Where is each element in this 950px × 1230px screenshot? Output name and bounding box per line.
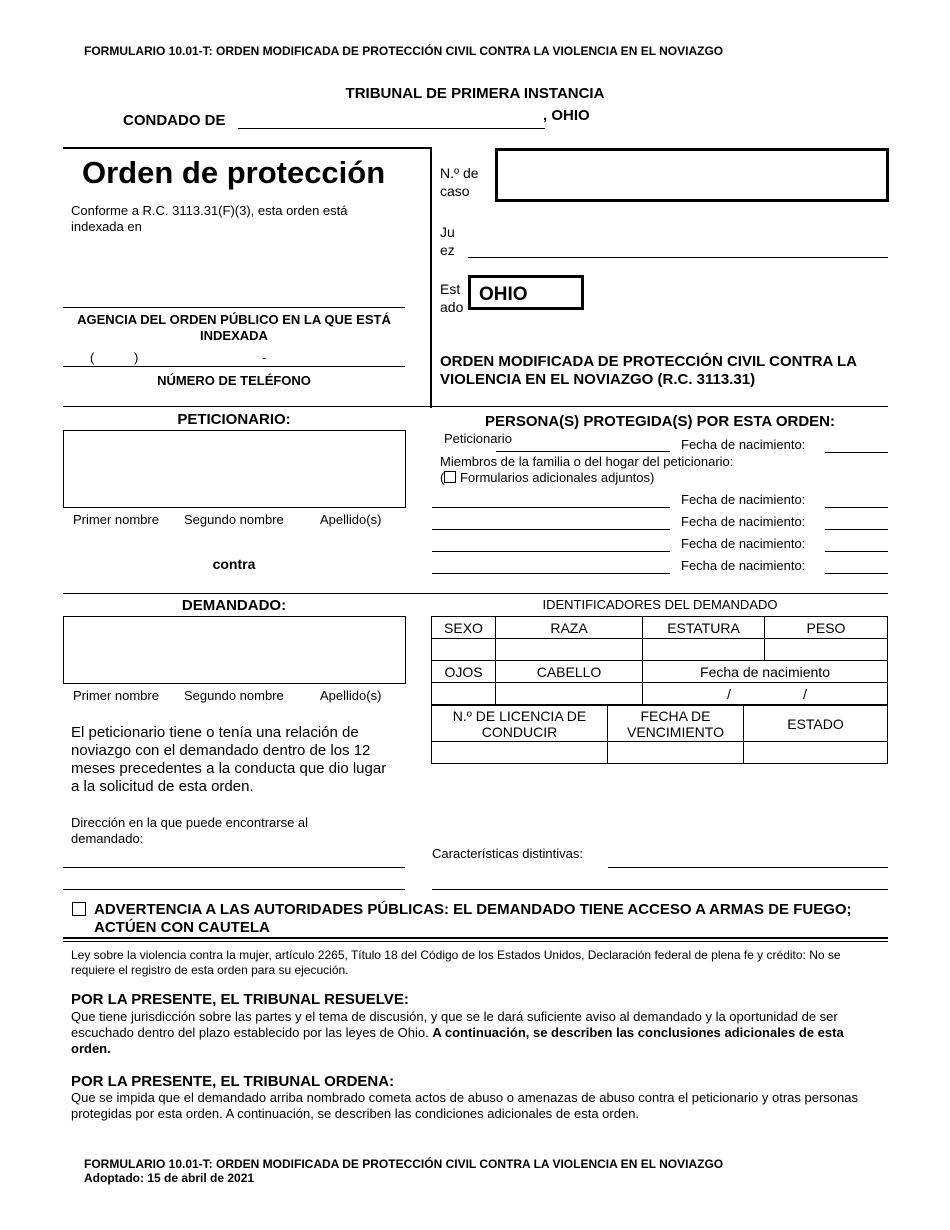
footer-adopted-date: Adoptado: 15 de abril de 2021 [84,1171,255,1185]
respondent-last-name-label: Apellido(s) [320,688,382,703]
respondent-heading: DEMANDADO: [181,597,287,614]
respondent-dob-field[interactable] [643,683,888,705]
form-title-header: FORMULARIO 10.01-T: ORDEN MODIFICADA DE PROTECCIÓN CIVIL CONTRA LA VIOLENCIA EN EL NOVIAZGO [84,44,724,58]
petitioner-name-box[interactable] [63,430,406,508]
respondent-first-name-label: Primer nombre [73,688,159,703]
address-line-1[interactable] [63,867,405,868]
license-number-field[interactable] [432,742,608,764]
court-finds-text [71,1009,881,1057]
family-members-label: Miembros de la familia o del hogar del peticionario: [440,454,734,469]
petitioner-middle-name-label: Segundo nombre [184,512,284,527]
weight-header: PESO [765,617,888,639]
protected-petitioner-line[interactable] [496,451,670,452]
eyes-header: OJOS [432,661,496,683]
dob-line-1[interactable] [825,452,888,453]
phone-input-line[interactable] [63,366,405,367]
dob-label-4: Fecha de nacimiento: [681,536,806,551]
state-suffix: , OHIO [543,107,590,124]
family-member-line-2[interactable] [432,529,670,530]
sex-header: SEXO [432,617,496,639]
warning-rule-thick [63,937,888,939]
license-state-field[interactable] [744,742,888,764]
case-number-label: N.º de caso [440,165,479,199]
judge-input-line[interactable] [468,257,888,258]
judge-label: Juez [440,224,455,258]
distinguishing-line-1[interactable] [608,867,888,868]
protected-petitioner-label: Peticionario [444,431,512,446]
height-header: ESTATURA [643,617,765,639]
weight-field[interactable] [765,639,888,661]
petitioner-heading: PETICIONARIO: [177,411,291,428]
additional-forms-label: Formularios adicionales adjuntos) [459,470,655,485]
left-section-bottom-rule [63,406,430,407]
dob-label-3: Fecha de nacimiento: [681,514,806,529]
respondent-section-rule [63,593,888,594]
court-orders-heading: POR LA PRESENTE, EL TRIBUNAL ORDENA: [71,1073,395,1090]
state-box [468,275,584,310]
order-title: Orden de protección [82,155,386,190]
dob-slash-2: / [803,686,807,702]
dob-label-1: Fecha de nacimiento: [681,437,806,452]
respondent-name-box[interactable] [63,616,406,684]
distinguishing-line-2[interactable] [432,889,888,890]
family-member-line-4[interactable] [432,573,670,574]
address-label: Dirección en la que puede encontrarse al demandado: [71,815,309,846]
distinguishing-label: Características distintivas: [432,846,583,861]
firearms-warning-text: ADVERTENCIA A LAS AUTORIDADES PÚBLICAS: EL DEMANDADO TIENE ACCESO A ARMAS DE FUEGO; ACTÚEN CON CAUTELA [94,901,852,936]
dob-line-5[interactable] [825,573,888,574]
protected-persons-heading: PERSONA(S) PROTEGIDA(S) POR ESTA ORDEN: [484,413,836,430]
federal-notice: Ley sobre la violencia contra la mujer, artículo 2265, Título 18 del Código de los Estados Unidos, Declaración federal de plena fe y crédito: No se requiere el registro de esta orden para su ejecución. [71,948,841,977]
dob-line-3[interactable] [825,529,888,530]
eyes-field[interactable] [432,683,496,705]
expiration-date-header: FECHA DE VENCIMIENTO [608,706,744,742]
phone-open-paren: ( [90,350,95,365]
agency-label: AGENCIA DEL ORDEN PÚBLICO EN LA QUE ESTÁ INDEXADA [77,312,391,343]
petitioner-last-name-label: Apellido(s) [320,512,382,527]
versus-label: contra [212,556,256,572]
respondent-dob-header: Fecha de nacimiento [643,661,888,683]
footer-form-title: FORMULARIO 10.01-T: ORDEN MODIFICADA DE PROTECCIÓN CIVIL CONTRA LA VIOLENCIA EN EL NOVIAZGO [84,1157,724,1171]
hair-field[interactable] [496,683,643,705]
court-finds-bold: A continuación, se describen las conclusiones adicionales de esta orden. [71,1025,844,1056]
dob-line-4[interactable] [825,551,888,552]
sex-field[interactable] [432,639,496,661]
dob-line-2[interactable] [825,507,888,508]
top-rule-left [63,147,430,149]
modified-order-title: ORDEN MODIFICADA DE PROTECCIÓN CIVIL CONTRA LA VIOLENCIA EN EL NOVIAZGO (R.C. 3113.31) [440,353,857,388]
dob-label-2: Fecha de nacimiento: [681,492,806,507]
court-finds-body: Que tiene jurisdicción sobre las partes y el tema de discusión, y que se le dará suficiente aviso al demandado y la oportunidad de ser escuchado dentro del plazo establecido por las leyes de Ohio. [71,1009,838,1040]
petitioner-first-name-label: Primer nombre [73,512,159,527]
phone-label: NÚMERO DE TELÉFONO [157,373,311,388]
identifiers-table-1 [431,616,888,705]
address-line-2[interactable] [63,889,405,890]
identifiers-table-2 [431,705,888,764]
height-field[interactable] [643,639,765,661]
state-label: Estado [440,281,464,315]
court-orders-text: Que se impida que el demandado arriba nombrado cometa actos de abuso o amenazas de abuso contra el peticionario y otras personas protegidas por esta orden. A continuación, se describen las condiciones adicionales de esta orden. [71,1090,858,1121]
agency-input-line[interactable] [63,307,405,308]
state-value: OHIO [479,284,528,305]
family-member-line-3[interactable] [432,551,670,552]
county-label: CONDADO DE [123,112,226,129]
family-member-line-1[interactable] [432,507,670,508]
top-vertical-divider [430,147,432,408]
hair-header: CABELLO [496,661,643,683]
identifiers-heading: IDENTIFICADORES DEL DEMANDADO [542,597,778,612]
phone-close-paren: ) [134,350,139,365]
license-number-header: N.º DE LICENCIA DE CONDUCIR [432,706,608,742]
relationship-text: El peticionario tiene o tenía una relación de noviazgo con el demandado dentro de los 12 meses precedentes a la conducta que dio lugar a la solicitud de esta orden. [71,724,387,795]
warning-rule-thin [63,941,888,942]
index-text: Conforme a R.C. 3113.31(F)(3), esta orden está indexada en [71,203,348,234]
dob-slash-1: / [727,686,731,702]
race-field[interactable] [496,639,643,661]
phone-dash: - [262,350,267,365]
court-finds-heading: POR LA PRESENTE, EL TRIBUNAL RESUELVE: [71,991,409,1008]
race-header: RAZA [496,617,643,639]
additional-forms-row [440,470,654,485]
expiration-date-field[interactable] [608,742,744,764]
dob-label-5: Fecha de nacimiento: [681,558,806,573]
respondent-middle-name-label: Segundo nombre [184,688,284,703]
right-section-bottom-rule [432,406,888,407]
case-number-field[interactable] [495,148,889,202]
county-input-line[interactable] [238,128,545,129]
paren-open: ( [440,470,445,485]
court-name: TRIBUNAL DE PRIMERA INSTANCIA [345,85,605,102]
firearms-warning-checkbox[interactable] [72,902,86,916]
license-state-header: ESTADO [744,706,888,742]
additional-forms-checkbox[interactable] [444,471,456,483]
